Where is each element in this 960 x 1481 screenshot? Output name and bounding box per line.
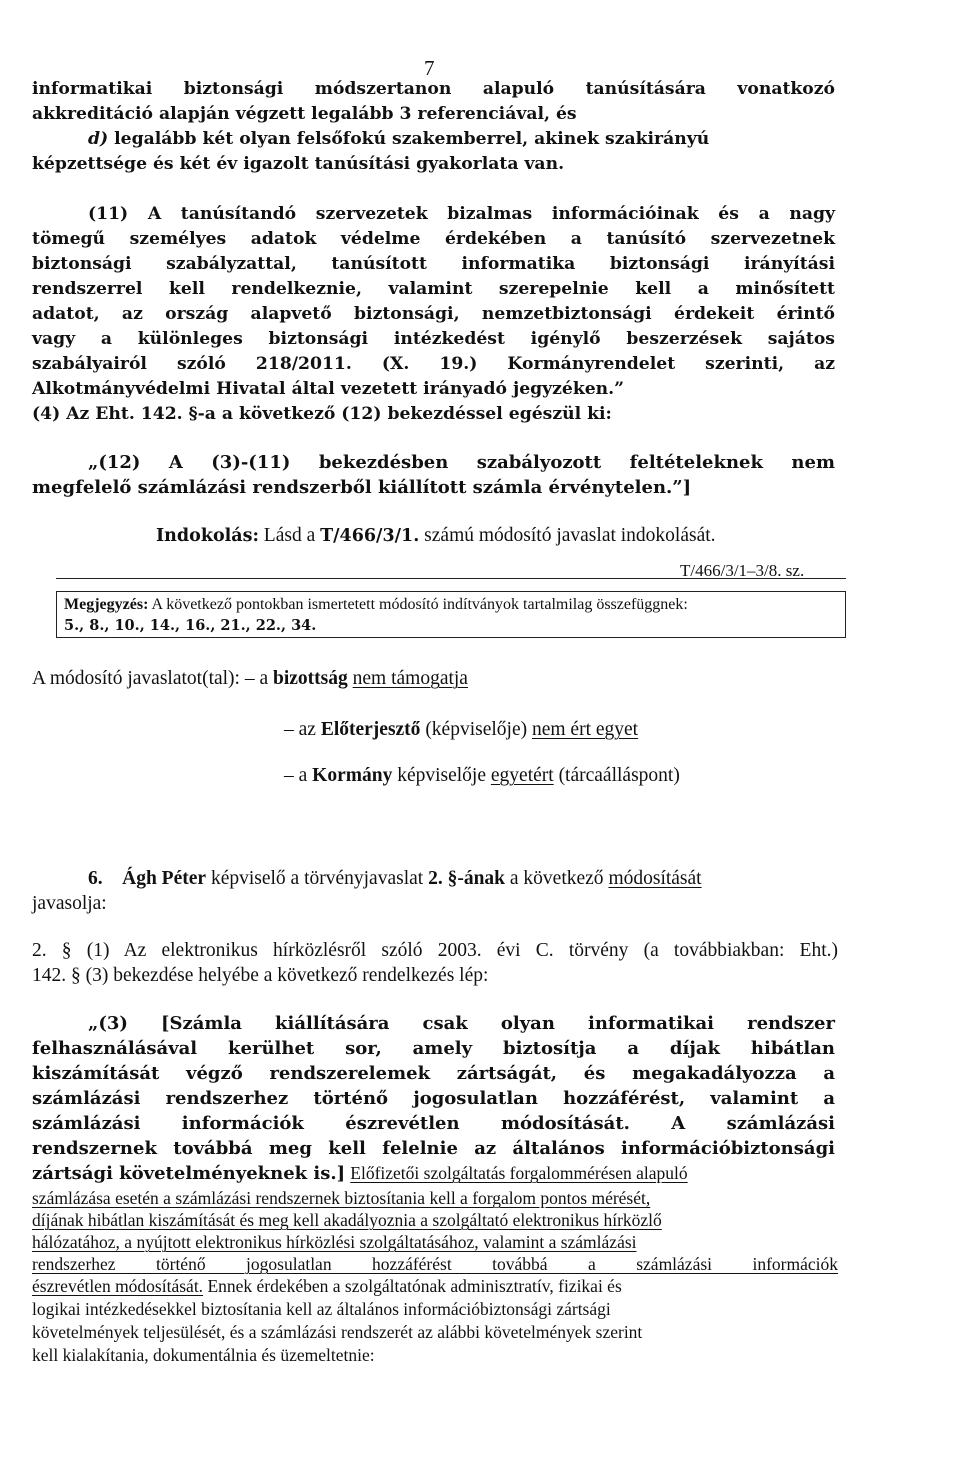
note-line-1: Megjegyzés: A következő pontokban ismertetett módosító indítványok tartalmilag összefüggnek: (64, 596, 688, 613)
reference-number: T/466/3/1–3/8. sz. (680, 561, 805, 580)
note-top-rule (56, 578, 846, 579)
item-d-label: d) (88, 129, 109, 149)
top-line-4: képzettsége és két év igazolt tanúsítási gyakorlata van. (32, 154, 565, 174)
section-2-line-2: 142. § (3) bekezdése helyébe a következő rendelkezés lép: (32, 965, 489, 986)
vote-line-3: – a Kormány képviselője egyetért (tárcaálláspont) (284, 765, 680, 786)
item-6-line-2: javasolja: (32, 893, 107, 914)
item-6-line-1: 6. Ágh Péter képviselő a törvényjavaslat 2. §-ának a következő módosítását (88, 868, 702, 889)
section-2-line-1: 2. § (1) Az elektronikus hírközlésről szóló 2003. évi C. törvény (a továbbiakban: Eht.) (32, 940, 838, 961)
page-number: 7 (424, 56, 435, 80)
vote-line-2: – az Előterjesztő (képviselője) nem ért egyet (284, 719, 639, 740)
top-line-3: d) legalább két olyan felsőfokú szakemberrel, akinek szakirányú (88, 129, 710, 149)
indokolas-line: Indokolás: Lásd a T/466/3/1. számú módosító javaslat indokolását. (156, 525, 716, 546)
document-page: 7 informatikai biztonsági módszertanon alapuló tanúsítására vonatkozó akkreditáció alapján végzett legalább 3 referenciával, és d) legalább két olyan felsőfokú szakemberrel, akinek szakirányú képzettsége és két év igazolt tanúsítási gyakorlata van. (11) A tanúsítandó szervezetek bizalmas információinak és a nagy tömegű személyes adatok védelme érdekében a tanúsító szervezetnek biztonsági szabályzattal, tanúsított informatika biztonsági irányítási rendszerrel kell rendelkeznie, valamint szerepelnie kell a minősített adatot, az ország alapvető biztonsági, nemzetbiztonsági érdekeit érintő vagy a különleges biztonsági intézkedést igénylő beszerzések sajátos szabályairól szóló 218/2011. (X. 19.) Kormányrendelet szerinti, az Alkotmányvédelmi Hivatal által vezetett irányadó jegyzéken.” (4) Az Eht. 142. §-a a következő (12) bekezdéssel egészül ki: „(12) A (3)-(11) bekezdésben szabályozott feltételeknek nem megfelelő számlázási rendszerből kiállított számla érvénytelen.”] Indokolás: Lásd a T/466/3/1. számú módosító javaslat indokolását. T/466/3/1–3/8. sz. Megjegyzés: A következő pontokban ismertetett módosító indítványok tartalmilag összefüggnek: 5., 8., 10., 14., 16., 21., 22., 34. A módosító javaslatot(tal): – a bizottság nem támogatja – az Előterjesztő (képviselője) nem ért egyet – a Kormány képviselője egyetért (tárcaálláspont) 6. Ágh Péter képviselő a törvényjavaslat 2. §-ának a következő módosítását javasolja: 2. § (1) Az elektronikus hírközlésről szóló 2003. évi C. törvény (a továbbiakban: Eht.) 142. § (3) bekezdése helyébe a következő rendelkezés lép: „(3) [Számla kiállítására csak olyan informatikai rendszer felhasználásával kerülhet sor, amely biztosítja a díjak hibátlan kiszámítását végző rendszerelemek zártságát, és megakadályozza a számlázási rendszerhez történő jogosulatlan hozzáférést, valamint a számlázási információk észrevétlen módosítását. A számlázási rendszernek továbbá meg kell felelnie az általános információbiztonsági zártsági követelményeknek is.] Előfizetői szolgáltatás forgalommérésen alapuló számlázása esetén a számlázási rendszernek biztosítania kell a forgalom pontos mérését, díjának hibátlan kiszámítását és meg kell akadályoznia a szolgáltató elektronikus hírközlő hálózatához, a nyújtott elektronikus hírközlési szolgáltatásához, valamint a számlázási rendszerhez történő jogosulatlan hozzáférést továbbá a számlázási információk észrevétlen módosítását. Ennek érdekében a szolgáltatónak adminisztratív, fizikai és logikai intézkedésekkel biztosítania kell az általános információbiztonsági zártsági követelmények teljesülését, és a számlázási rendszerét az alábbi követelmények szerint kell kialakítania, dokumentálnia és üzemeltetnie: (0, 0, 960, 1481)
top-line-2: akkreditáció alapján végzett legalább 3 referenciával, és (32, 104, 577, 124)
vote-line-1: A módosító javaslatot(tal): – a bizottság nem támogatja (32, 668, 468, 689)
note-points: 5., 8., 10., 14., 16., 21., 22., 34. (64, 617, 317, 634)
top-line-1: informatikai biztonsági módszertanon alapuló tanúsítására vonatkozó (32, 79, 835, 99)
